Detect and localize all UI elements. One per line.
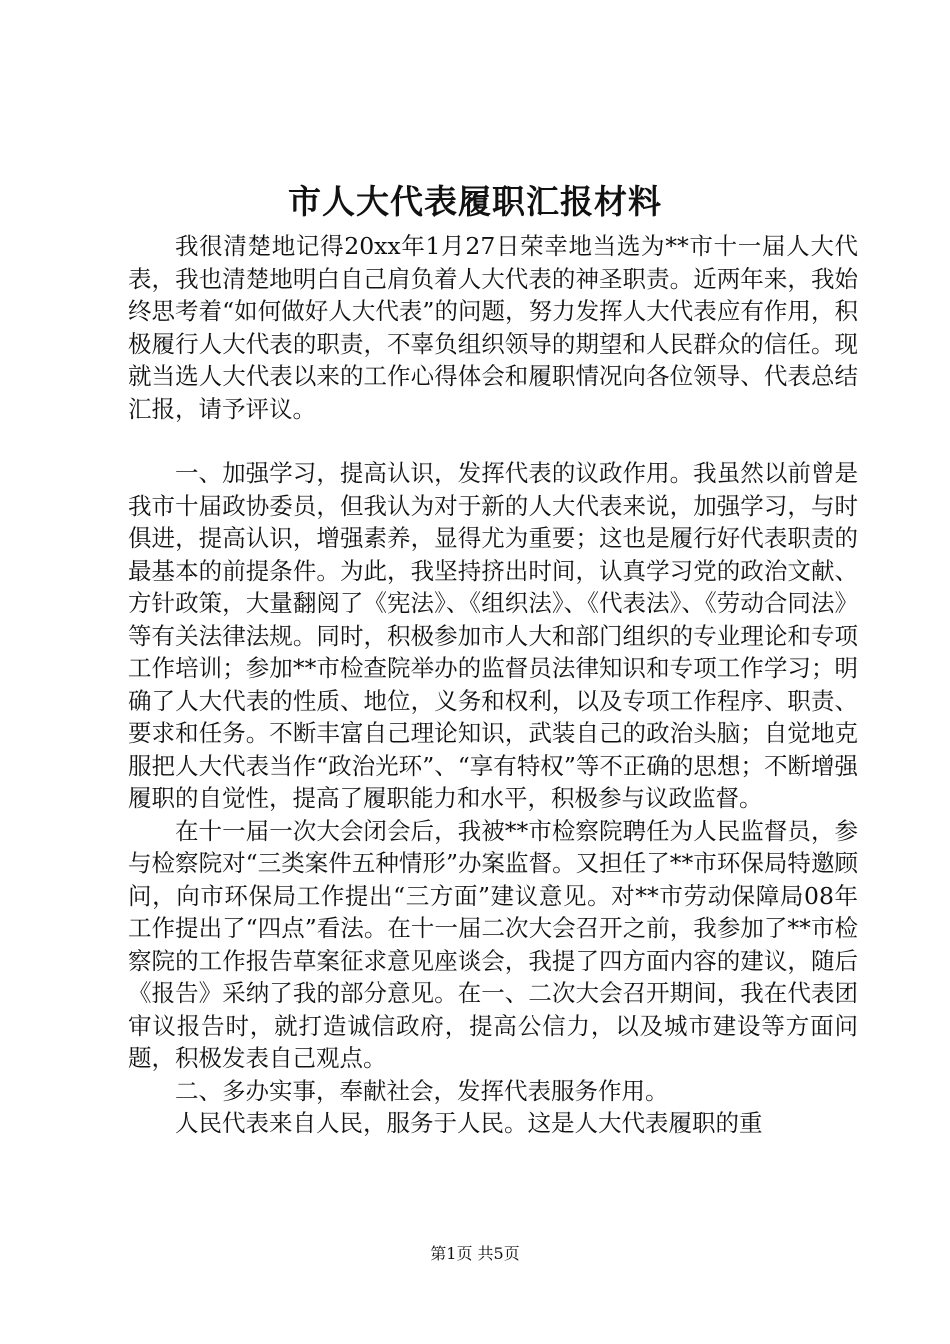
document-title: 市人大代表履职汇报材料 — [288, 182, 662, 221]
paragraph-section-two-heading: 二、多办实事，奉献社会，发挥代表服务作用。 — [175, 1076, 669, 1105]
paragraph-supervision: 在十一届一次大会闭会后，我被**市检察院聘任为人民监督员，参与检察院对“三类案件五种情形”办案监督。又担任了**市环保局特邀顾问，向市环保局工作提出“三方面”建议意见。对**市劳动保障局08年工作提出了“四点”看法。在十一届二次大会召开之前，我参加了**市检察院的工作报告草案征求意见座谈会，我提了四方面内容的建议，随后《报告》采纳了我的部分意见。在一、二次大会召开期间，我在代表团审议报告时，就打造诚信政府，提高公信力，以及城市建设等方面问题，积极发表自己观点。 — [128, 816, 858, 1072]
paragraph-section-one: 一、加强学习，提高认识，发挥代表的议政作用。我虽然以前曾是我市十届政协委员，但我认为对于新的人大代表来说，加强学习，与时俱进，提高认识，增强素养，显得尤为重要；这也是履行好代表职责的最基本的前提条件。为此，我坚持挤出时间，认真学习党的政治文献、方针政策，大量翻阅了《宪法》、《组织法》、《代表法》、《劳动合同法》等有关法律法规。同时，积极参加市人大和部门组织的专业理论和专项工作培训；参加**市检查院举办的监督员法律知识和专项工作学习；明确了人大代表的性质、地位，义务和权利，以及专项工作程序、职责、要求和任务。不断丰富自己理论知识，武装自己的政治头脑；自觉地克服把人大代表当作“政治光环”、“享有特权”等不正确的思想；不断增强履职的自觉性，提高了履职能力和水平，积极参与议政监督。 — [128, 459, 858, 812]
paragraph-intro: 我很清楚地记得20xx年1月27日荣幸地当选为**市十一届人大代表，我也清楚地明白自己肩负着人大代表的神圣职责。近两年来，我始终思考着“如何做好人大代表”的问题，努力发挥人大代表应有作用，积极履行人大代表的职责，不辜负组织领导的期望和人民群众的信任。现就当选人大代表以来的工作心得体会和履职情况向各位领导、代表总结汇报，请予评议。 — [128, 232, 858, 423]
page-number-footer: 第1页 共5页 — [430, 1244, 520, 1263]
paragraph-section-two-start: 人民代表来自人民，服务于人民。这是人大代表履职的重 — [175, 1109, 763, 1137]
document-body — [128, 230, 858, 1140]
